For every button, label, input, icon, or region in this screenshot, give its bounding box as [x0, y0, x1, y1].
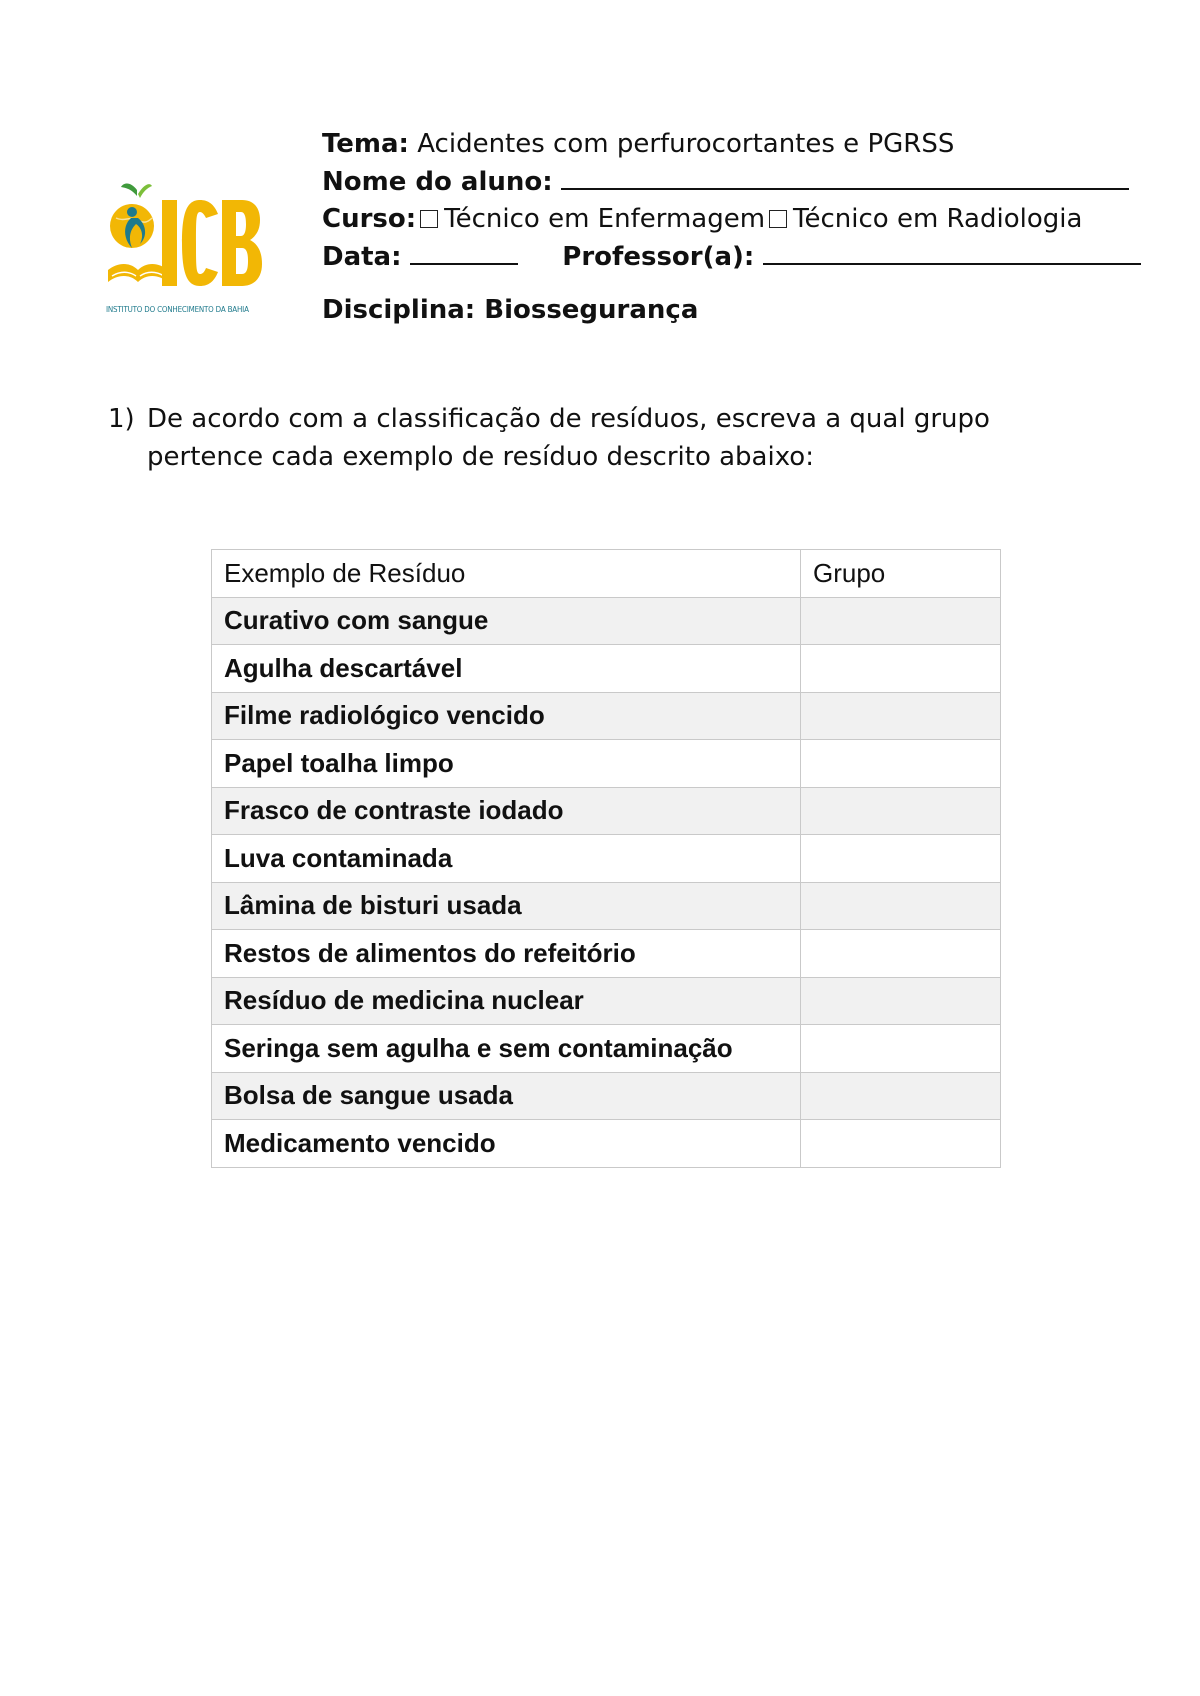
example-cell: Curativo com sangue: [212, 597, 801, 645]
example-cell: Luva contaminada: [212, 835, 801, 883]
example-cell: Lâmina de bisturi usada: [212, 882, 801, 930]
group-answer-cell[interactable]: [801, 882, 1001, 930]
example-cell: Agulha descartável: [212, 645, 801, 693]
group-answer-cell[interactable]: [801, 930, 1001, 978]
professor-label: Professor(a):: [562, 241, 755, 272]
column-header-grupo: Grupo: [801, 550, 1001, 598]
example-cell: Bolsa de sangue usada: [212, 1072, 801, 1120]
question-number: 1): [108, 404, 135, 434]
group-answer-cell[interactable]: [801, 977, 1001, 1025]
curso-line: [322, 201, 1122, 239]
group-answer-cell[interactable]: [801, 740, 1001, 788]
table-row: [212, 740, 1001, 788]
group-answer-cell[interactable]: [801, 787, 1001, 835]
column-header-exemplo: Exemplo de Resíduo: [212, 550, 801, 598]
group-answer-cell[interactable]: [801, 1120, 1001, 1168]
table-row: [212, 1025, 1001, 1073]
group-answer-cell[interactable]: [801, 645, 1001, 693]
question-text: De acordo com a classificação de resíduos, escreva a qual grupo pertence cada exemplo de resíduo descrito abaixo:: [147, 404, 990, 472]
curso-option-radiologia: Técnico em Radiologia: [793, 204, 1083, 234]
tema-label: Tema:: [322, 129, 409, 159]
nome-label: Nome do aluno:: [322, 166, 553, 197]
example-cell: Frasco de contraste iodado: [212, 787, 801, 835]
question-1: [108, 400, 1108, 476]
table-row: [212, 930, 1001, 978]
example-cell: Papel toalha limpo: [212, 740, 801, 788]
table-row: [212, 977, 1001, 1025]
curso-option-enfermagem: Técnico em Enfermagem: [444, 204, 766, 234]
table-row: [212, 835, 1001, 883]
example-cell: Restos de alimentos do refeitório: [212, 930, 801, 978]
group-answer-cell[interactable]: [801, 1072, 1001, 1120]
data-label: Data:: [322, 241, 402, 272]
example-cell: Medicamento vencido: [212, 1120, 801, 1168]
enfermagem-checkbox[interactable]: [420, 210, 438, 228]
table-row: [212, 645, 1001, 693]
curso-label: Curso:: [322, 204, 417, 234]
data-field[interactable]: [410, 239, 518, 265]
table-row: [212, 882, 1001, 930]
disciplina-value: Biossegurança: [484, 295, 699, 325]
table-row: [212, 1072, 1001, 1120]
group-answer-cell[interactable]: [801, 597, 1001, 645]
worksheet-header: [322, 126, 1122, 330]
table-row: [212, 1120, 1001, 1168]
disciplina-label: Disciplina:: [322, 295, 476, 325]
waste-classification-table: [211, 549, 1001, 1168]
nome-field[interactable]: [561, 164, 1129, 190]
professor-field[interactable]: [763, 239, 1141, 265]
table-header-row: [212, 550, 1001, 598]
tema-line: [322, 126, 1122, 164]
table-row: [212, 787, 1001, 835]
table-row: [212, 597, 1001, 645]
nome-line: [322, 164, 1122, 202]
group-answer-cell[interactable]: [801, 1025, 1001, 1073]
example-cell: Resíduo de medicina nuclear: [212, 977, 801, 1025]
disciplina-line: [322, 292, 1122, 330]
tema-value: Acidentes com perfurocortantes e PGRSS: [417, 129, 955, 159]
group-answer-cell[interactable]: [801, 692, 1001, 740]
logo-subtitle: INSTITUTO DO CONHECIMENTO DA BAHIA: [106, 305, 249, 314]
group-answer-cell[interactable]: [801, 835, 1001, 883]
example-cell: Filme radiológico vencido: [212, 692, 801, 740]
radiologia-checkbox[interactable]: [769, 210, 787, 228]
icb-logo-icon: [104, 178, 264, 324]
institution-logo: [104, 178, 264, 324]
example-cell: Seringa sem agulha e sem contaminação: [212, 1025, 801, 1073]
table-row: [212, 692, 1001, 740]
data-professor-line: [322, 239, 1122, 277]
